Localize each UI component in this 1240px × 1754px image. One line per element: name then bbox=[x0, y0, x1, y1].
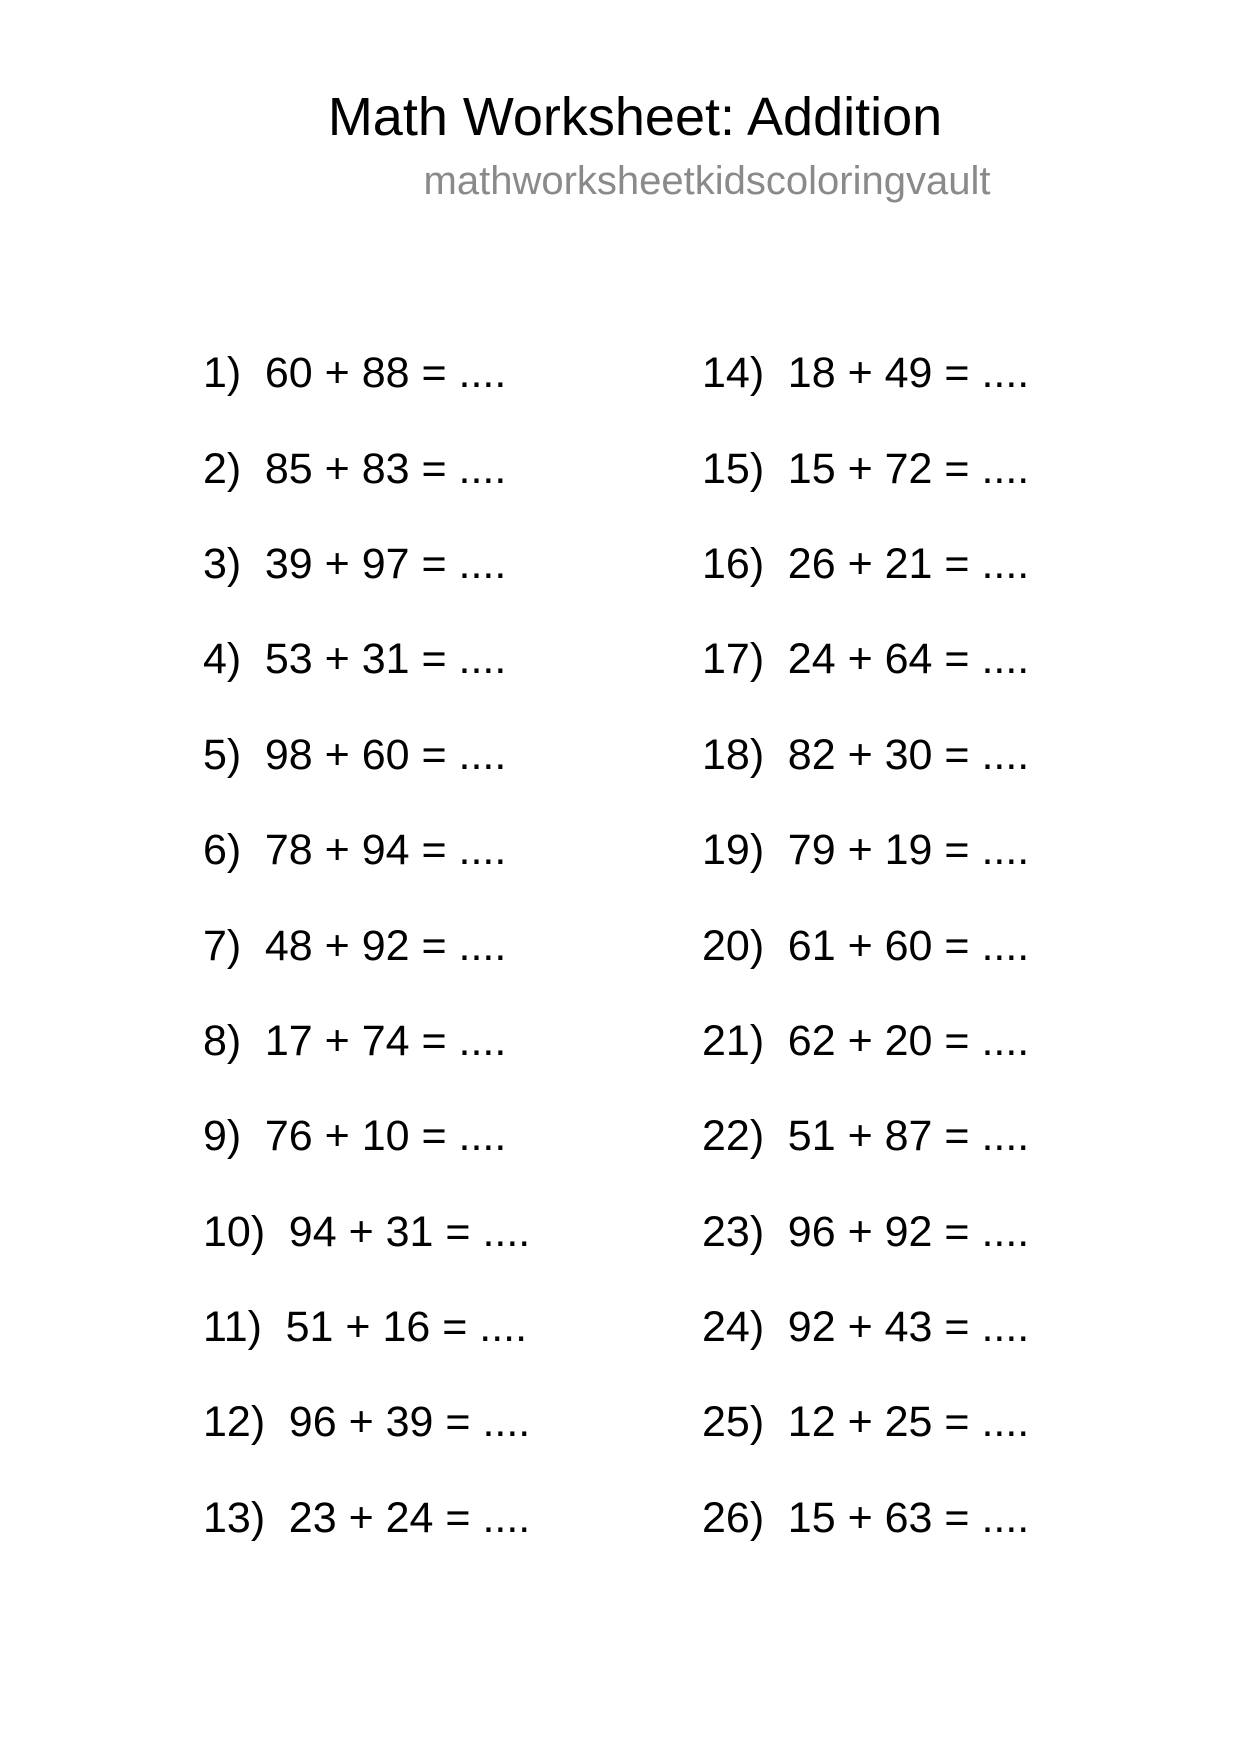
problem-row bbox=[203, 1280, 693, 1375]
problem-row bbox=[702, 708, 1192, 803]
problem-expression: 39 + 97 = .... bbox=[264, 539, 507, 588]
problem-row bbox=[203, 1185, 693, 1280]
problem-number: 9) bbox=[203, 1112, 242, 1161]
problem-expression: 15 + 72 = .... bbox=[787, 444, 1030, 493]
problem-row bbox=[702, 898, 1192, 993]
problem-expression: 79 + 19 = .... bbox=[787, 826, 1030, 875]
problem-row bbox=[203, 1375, 693, 1470]
problem-expression: 24 + 64 = .... bbox=[787, 635, 1030, 684]
problem-number: 12) bbox=[203, 1398, 266, 1447]
problem-expression: 51 + 87 = .... bbox=[787, 1112, 1030, 1161]
problem-number: 19) bbox=[702, 826, 765, 875]
problem-expression: 61 + 60 = .... bbox=[787, 921, 1030, 970]
problem-number: 20) bbox=[702, 921, 765, 970]
problem-expression: 78 + 94 = .... bbox=[264, 826, 507, 875]
problems-column-left bbox=[203, 326, 693, 1566]
problem-expression: 92 + 43 = .... bbox=[787, 1303, 1030, 1352]
problem-number: 25) bbox=[702, 1398, 765, 1447]
problem-row bbox=[203, 803, 693, 898]
problem-row bbox=[702, 612, 1192, 707]
problem-row bbox=[203, 898, 693, 993]
problem-number: 3) bbox=[203, 539, 242, 588]
problem-expression: 18 + 49 = .... bbox=[787, 349, 1030, 398]
problem-number: 14) bbox=[702, 349, 765, 398]
problem-expression: 23 + 24 = .... bbox=[288, 1493, 531, 1542]
problem-row bbox=[203, 1471, 693, 1566]
problem-number: 26) bbox=[702, 1493, 765, 1542]
problem-expression: 53 + 31 = .... bbox=[264, 635, 507, 684]
problem-row bbox=[702, 994, 1192, 1089]
problem-row bbox=[203, 517, 693, 612]
problem-row bbox=[203, 1089, 693, 1184]
problem-row bbox=[702, 1089, 1192, 1184]
problem-expression: 96 + 92 = .... bbox=[787, 1207, 1030, 1256]
problem-number: 5) bbox=[203, 730, 242, 779]
problem-number: 7) bbox=[203, 921, 242, 970]
problem-number: 22) bbox=[702, 1112, 765, 1161]
problem-row bbox=[203, 326, 693, 421]
problem-number: 23) bbox=[702, 1207, 765, 1256]
problem-expression: 51 + 16 = .... bbox=[285, 1303, 528, 1352]
problem-expression: 15 + 63 = .... bbox=[787, 1493, 1030, 1542]
page-title: Math Worksheet: Addition bbox=[327, 87, 943, 147]
problem-row bbox=[702, 1185, 1192, 1280]
problem-row bbox=[203, 421, 693, 516]
problem-row bbox=[203, 708, 693, 803]
problem-number: 13) bbox=[203, 1493, 266, 1542]
problem-number: 2) bbox=[203, 444, 242, 493]
problems-column-right bbox=[702, 326, 1192, 1566]
problem-row bbox=[702, 1471, 1192, 1566]
problem-expression: 94 + 31 = .... bbox=[288, 1207, 531, 1256]
problem-number: 1) bbox=[203, 349, 242, 398]
problem-number: 6) bbox=[203, 826, 242, 875]
problem-expression: 76 + 10 = .... bbox=[264, 1112, 507, 1161]
problem-number: 10) bbox=[203, 1207, 266, 1256]
problem-expression: 96 + 39 = .... bbox=[288, 1398, 531, 1447]
problem-number: 21) bbox=[702, 1016, 765, 1065]
problem-row bbox=[702, 421, 1192, 516]
problem-expression: 60 + 88 = .... bbox=[264, 349, 507, 398]
problem-row bbox=[702, 803, 1192, 898]
problem-expression: 12 + 25 = .... bbox=[787, 1398, 1030, 1447]
problem-number: 16) bbox=[702, 539, 765, 588]
problem-number: 11) bbox=[203, 1303, 262, 1352]
problem-number: 24) bbox=[702, 1303, 765, 1352]
problem-row bbox=[702, 1375, 1192, 1470]
problem-number: 18) bbox=[702, 730, 765, 779]
problem-row bbox=[203, 612, 693, 707]
problem-row bbox=[702, 517, 1192, 612]
problem-expression: 17 + 74 = .... bbox=[264, 1016, 507, 1065]
problem-row bbox=[203, 994, 693, 1089]
problem-number: 8) bbox=[203, 1016, 242, 1065]
problem-row bbox=[702, 1280, 1192, 1375]
problem-expression: 85 + 83 = .... bbox=[264, 444, 507, 493]
problem-row bbox=[702, 326, 1192, 421]
problem-expression: 62 + 20 = .... bbox=[787, 1016, 1030, 1065]
problem-number: 17) bbox=[702, 635, 765, 684]
problem-number: 15) bbox=[702, 444, 765, 493]
site-watermark: mathworksheetkidscoloringvault bbox=[423, 159, 991, 203]
problem-expression: 82 + 30 = .... bbox=[787, 730, 1030, 779]
problem-number: 4) bbox=[203, 635, 242, 684]
problem-expression: 98 + 60 = .... bbox=[264, 730, 507, 779]
problem-expression: 48 + 92 = .... bbox=[264, 921, 507, 970]
problem-expression: 26 + 21 = .... bbox=[787, 539, 1030, 588]
